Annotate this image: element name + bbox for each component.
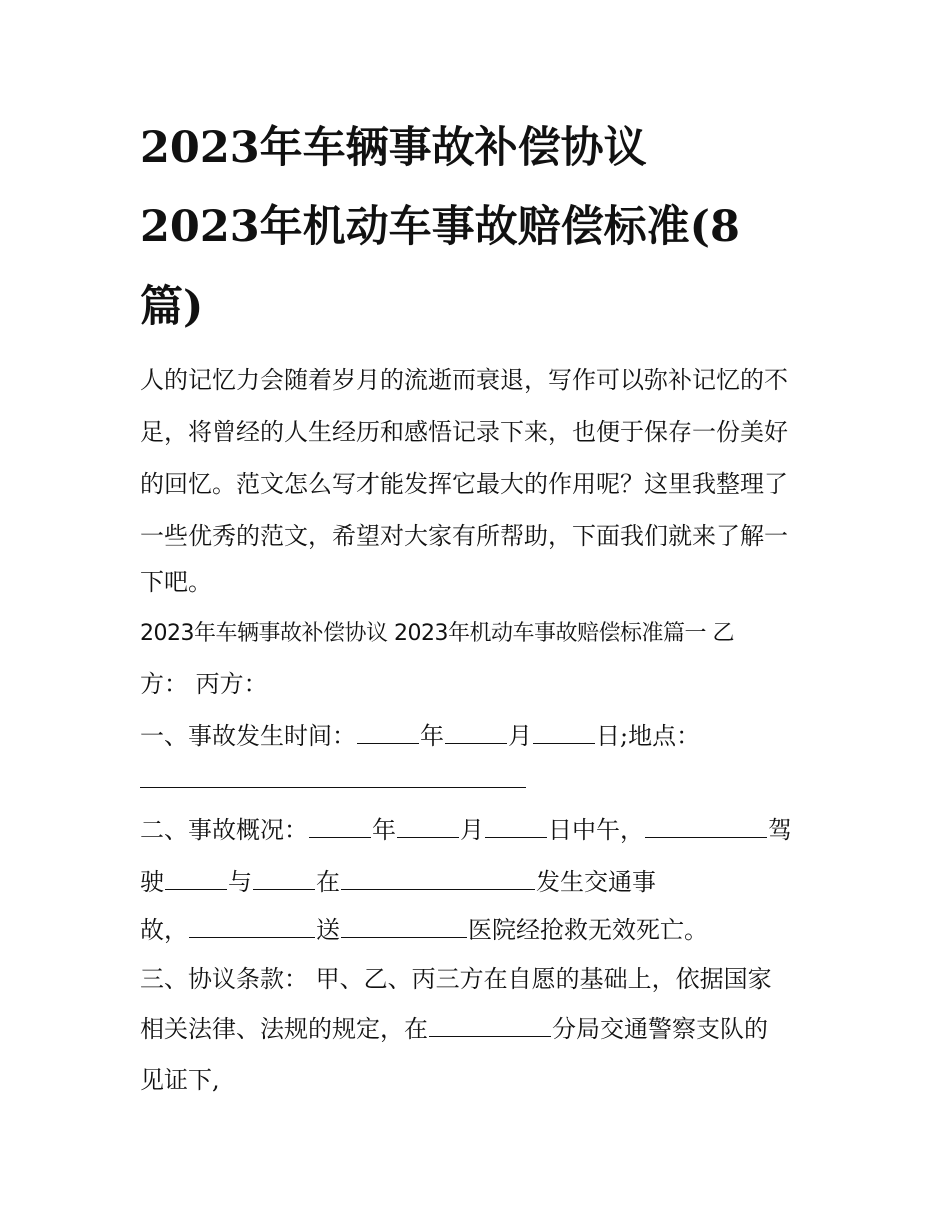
intro-line-2: 足，将曾经的人生经历和感悟记录下来，也便于保存一份美好 [140, 418, 788, 446]
document-title-line2 [140, 187, 820, 347]
item2-vehicle2-blank [253, 888, 315, 890]
item2-with: 与 [228, 868, 252, 896]
intro-line-5: 下吧。 [140, 568, 212, 596]
item3-line2-suffix: 分局交通警察支队的 [552, 1015, 768, 1043]
item1-month-blank [445, 742, 507, 744]
item1-year-blank [357, 742, 419, 744]
item1-line [140, 710, 700, 762]
item2-month: 月 [460, 816, 484, 844]
section-heading-line-a: 2023年车辆事故补偿协议 2023年机动车事故赔偿标准篇一 乙 [140, 621, 734, 646]
item2-drive: 驾 [768, 816, 792, 844]
document-title-line2b: 篇) [140, 282, 204, 332]
item2-year-blank [309, 836, 371, 838]
item1-place-blank [140, 787, 526, 788]
item2-at: 在 [316, 868, 340, 896]
item2-hospital: 医院经抢救无效死亡。 [468, 916, 708, 944]
section-heading-line-b: 方： 丙方： [140, 670, 268, 698]
intro-line-4: 一些优秀的范文，希望对大家有所帮助，下面我们就来了解一 [140, 522, 788, 550]
item1-year: 年 [420, 722, 444, 750]
item2-vehicle1-blank [165, 888, 227, 890]
item2-line-2 [140, 856, 656, 908]
item2-gu: 故， [140, 916, 188, 944]
item1-month: 月 [508, 722, 532, 750]
item3-line-3: 见证下, [140, 1066, 220, 1094]
item2-line-3 [140, 904, 708, 956]
item3-line2-prefix: 相关法律、法规的规定，在 [140, 1015, 428, 1043]
item2-drive2: 驶 [140, 868, 164, 896]
item3-line-2 [140, 1003, 768, 1055]
item2-noon: 日中午， [548, 816, 644, 844]
item2-driver-blank [645, 836, 767, 838]
item2-location-blank [341, 888, 535, 890]
document-title-line1: 2023年车辆事故补偿协议 [140, 123, 647, 173]
item1-day-blank [533, 742, 595, 744]
intro-line-3: 的回忆。范文怎么写才能发挥它最大的作用呢？这里我整理了 [140, 470, 788, 498]
item2-send: 送 [316, 916, 340, 944]
item3-line-1: 三、协议条款： 甲、乙、丙三方在自愿的基础上，依据国家 [140, 965, 772, 993]
item2-prefix: 二、事故概况： [140, 816, 308, 844]
item2-day-blank [485, 836, 547, 838]
item2-victim-blank [189, 936, 315, 938]
intro-line-1: 人的记忆力会随着岁月的流逝而衰退，写作可以弥补记忆的不 [140, 366, 788, 394]
item2-month-blank [397, 836, 459, 838]
item1-prefix: 一、事故发生时间： [140, 722, 356, 750]
item2-line-1 [140, 804, 792, 856]
item2-accident: 发生交通事 [536, 868, 656, 896]
item1-day-place: 日;地点： [596, 722, 701, 750]
item2-year: 年 [372, 816, 396, 844]
document-title-line2a: 2023年机动车事故赔偿标准(8 [140, 202, 740, 252]
item2-hospital-blank [341, 936, 467, 938]
item3-branch-blank [429, 1035, 551, 1037]
